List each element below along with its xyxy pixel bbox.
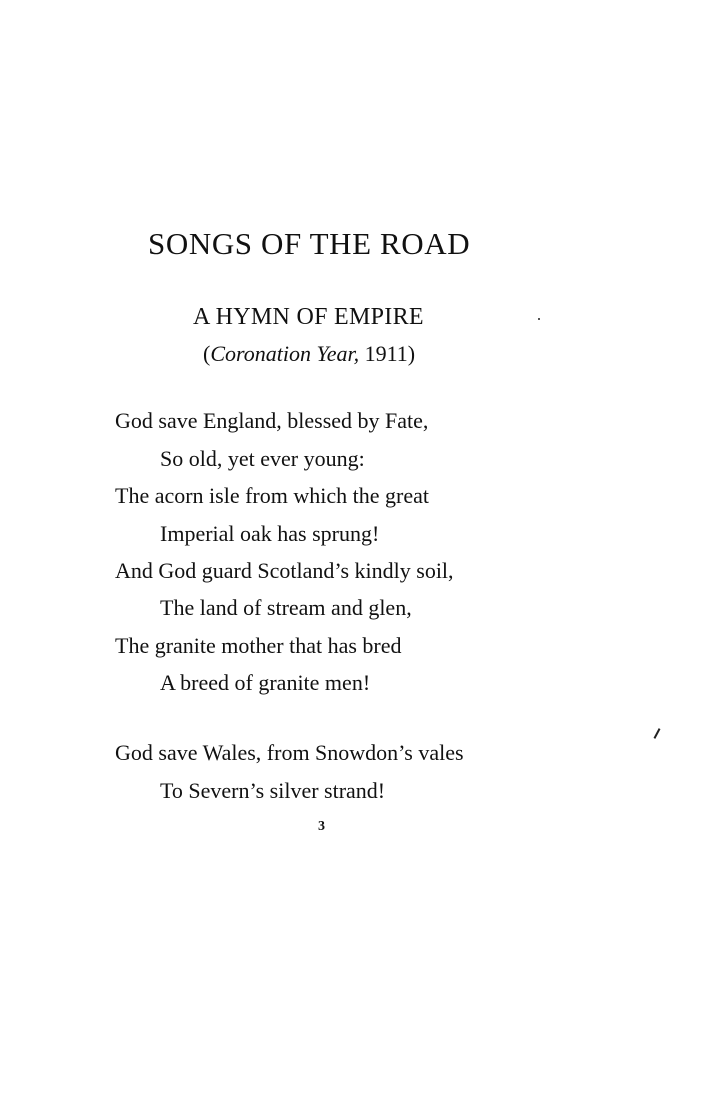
scan-speck: [538, 318, 540, 320]
poem-line: God save Wales, from Snowdon’s vales: [115, 740, 464, 765]
poem-line: And God guard Scotland’s kindly soil,: [115, 558, 454, 583]
poem-line: A breed of granite men!: [160, 670, 371, 695]
poem-line: The acorn isle from which the great: [115, 483, 429, 508]
page-number: 3: [318, 819, 325, 834]
poem-line: Imperial oak has sprung!: [160, 521, 380, 546]
scan-mark: [654, 728, 661, 739]
subtitle-year: 1911): [359, 341, 416, 366]
poem-line: So old, yet ever young:: [160, 446, 365, 471]
poem-title: A HYMN OF EMPIRE: [193, 304, 424, 330]
poem-line: The granite mother that has bred: [115, 633, 402, 658]
poem-line: The land of stream and glen,: [160, 595, 412, 620]
subtitle-italic: Coronation Year,: [210, 341, 360, 366]
subtitle-open-paren: (: [203, 341, 211, 366]
poem-line: God save England, blessed by Fate,: [115, 408, 429, 433]
poem-subtitle: [203, 341, 415, 367]
book-title: SONGS OF THE ROAD: [148, 226, 471, 261]
poem-line: To Severn’s silver strand!: [160, 778, 386, 803]
